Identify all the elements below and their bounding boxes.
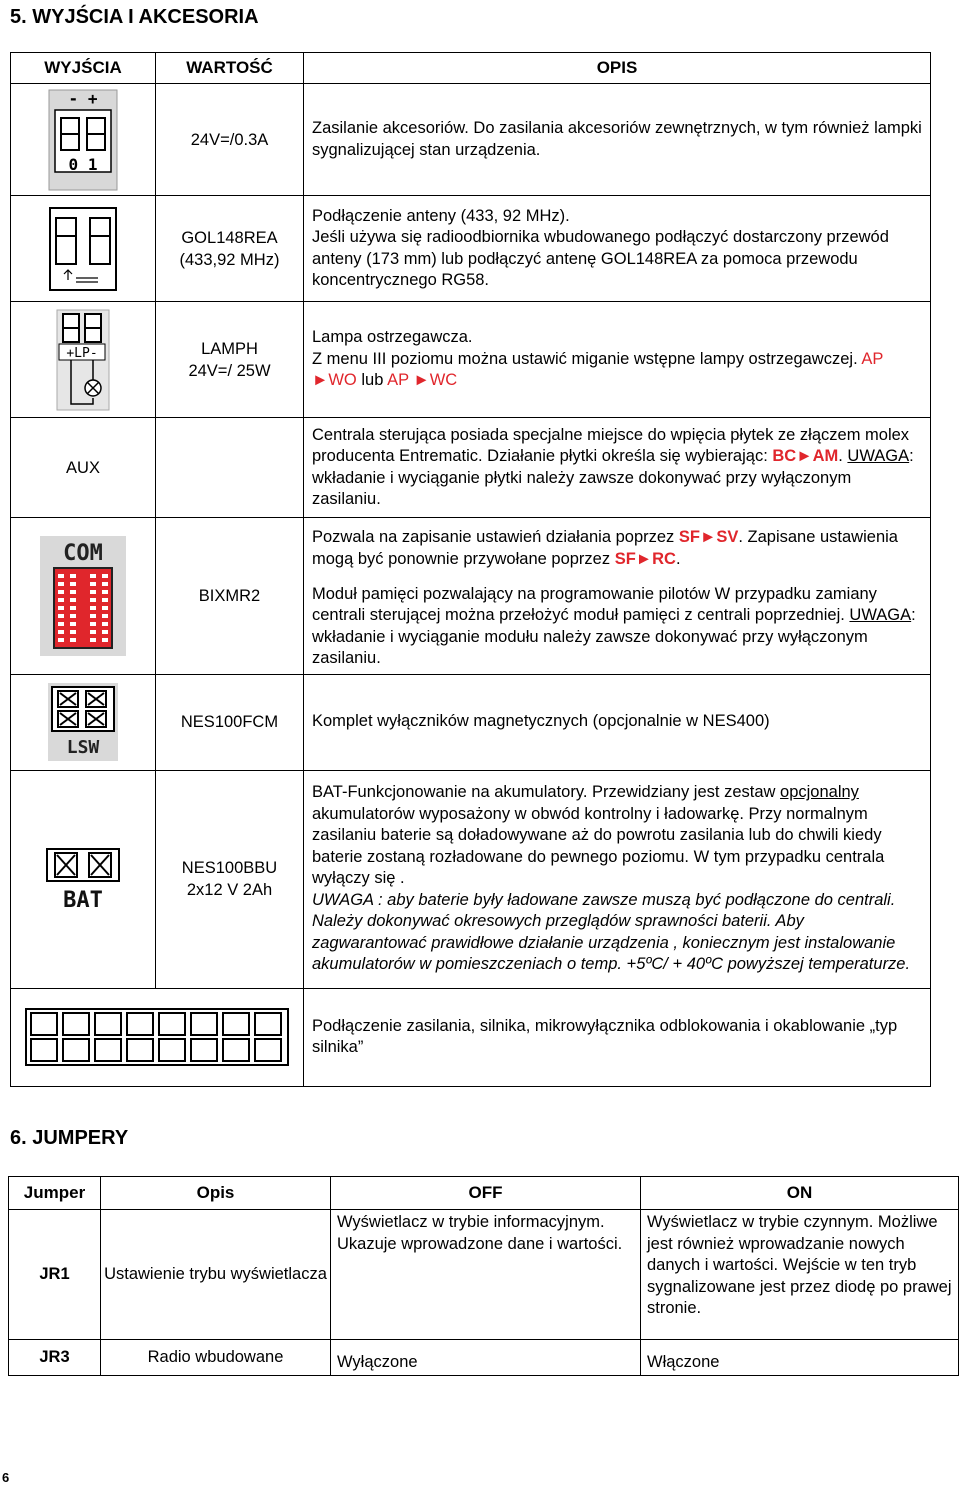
value-line: NES100BBU xyxy=(181,859,278,877)
connector-block-icon xyxy=(25,1008,289,1066)
com-module-cell xyxy=(11,518,156,675)
value-line: (433,92 MHz) xyxy=(179,250,280,269)
value-line: LAMPH xyxy=(201,339,258,358)
lamp-terminal-label: +LP- xyxy=(66,345,98,361)
header-jumper: Jumper xyxy=(9,1177,101,1210)
menu-code-sf: SF xyxy=(678,528,700,547)
table-row xyxy=(11,196,931,302)
description-cell: Podłączenie zasilania, silnika, mikrowyłącznika odblokowania i okablowanie „typ silnika” xyxy=(304,988,931,1086)
value-cell: BIXMR2 xyxy=(156,518,304,675)
power-terminal-cell xyxy=(11,84,156,196)
jumper-off: Wyłączone xyxy=(331,1340,641,1376)
value-line: 2x12 V 2Ah xyxy=(186,881,273,899)
description-cell xyxy=(304,196,931,302)
jumper-on: Wyświetlacz w trybie czynnym. Możliwe jest również wprowadzanie nowych danych i wartości. Wejście w ten tryb sygnalizowane jest przez diodę po prawej stronie. xyxy=(641,1210,959,1340)
table-row xyxy=(11,84,931,196)
value-cell: 24V=/0.3A xyxy=(156,84,304,196)
menu-code-ap: AP xyxy=(387,371,409,390)
aux-label-cell: AUX xyxy=(11,418,156,518)
description-line: Z menu III poziomu można ustawić miganie wstępne lampy ostrzegawczej. xyxy=(312,349,858,368)
section-5-title: 5. WYJŚCIA I AKCESORIA xyxy=(10,6,259,28)
table-row xyxy=(9,1340,959,1376)
header-on: ON xyxy=(641,1177,959,1210)
table-row xyxy=(11,418,931,518)
description-text: BAT-Funkcjonowanie na akumulatory. Przewidziany jest zestaw xyxy=(312,783,776,802)
arrow-right-icon: ► xyxy=(635,549,653,568)
optional-label: opcjonalny xyxy=(780,783,859,802)
warning-lamp-icon xyxy=(55,308,111,412)
connector-text: lub xyxy=(361,371,384,390)
description-cell xyxy=(304,580,931,675)
jumpers-table xyxy=(8,1176,959,1376)
value-cell xyxy=(156,770,304,988)
arrow-right-icon: ► xyxy=(796,447,813,465)
table-row xyxy=(11,674,931,770)
header-off: OFF xyxy=(331,1177,641,1210)
menu-code-wc: WC xyxy=(429,371,458,390)
bat-label: BAT xyxy=(63,888,103,911)
table-row xyxy=(11,988,931,1086)
jumper-id: JR1 xyxy=(9,1210,101,1340)
value-cell xyxy=(156,196,304,302)
menu-code-wo: WO xyxy=(328,371,357,390)
description-text: Pozwala na zapisanie ustawień działania poprzez xyxy=(312,528,675,547)
table-row xyxy=(9,1210,959,1340)
menu-code-ap: AP xyxy=(861,349,884,368)
arrow-right-icon: ► xyxy=(700,528,717,547)
jumper-desc: Ustawienie trybu wyświetlacza xyxy=(101,1210,331,1340)
warning-label: UWAGA xyxy=(849,606,912,624)
page-number: 6 xyxy=(2,1470,10,1485)
value-line: GOL148REA xyxy=(181,228,278,247)
outputs-table xyxy=(10,52,931,1087)
description-cell xyxy=(304,770,931,988)
description-text: Centrala sterująca posiada specjalne miejsce do wpięcia płytek ze złączem molex producenta Entrematic. Działanie płytki określa się wybierając: xyxy=(312,425,910,465)
header-wyjscia: WYJŚCIA xyxy=(11,53,156,84)
terminal-label-bottom: 0 1 xyxy=(68,154,98,174)
menu-code-rc: RC xyxy=(652,549,676,568)
description-line: Jeśli używa się radioodbiornika wbudowanego podłączyć dostarczony przewód anteny (173 mm) lub podłączyć antenę GOL148REA za pomoca przewodu koncentrycznego RG58. xyxy=(312,228,889,289)
description-text: Zapisane ustawienia mogą być ponownie przywołane poprzez xyxy=(312,528,898,568)
description-cell: Centrala sterująca posiada specjalne miejsce do wpięcia płytek ze złączem molex producenta Entrematic. Działanie płytki określa się wybierając: BC►AM. UWAGA: wkładanie i wyciąganie płytki należy zawsze dokonywać przy wyłączonym zasilaniu. xyxy=(304,418,931,518)
value-line: 24V=/ 25W xyxy=(188,361,271,380)
description-line: Lampa ostrzegawcza. xyxy=(312,328,473,347)
battery-warning: UWAGA : aby baterie były ładowane zawsze muszą być podłączone do centrali. Należy dokonywać okresowych przeglądów sprawności baterii. Aby zagwarantować prawidłowe działanie urządzenia , koniecznym jest instalowanie akumulatorów w pomieszczeniach o temp. +5ºC/ + 40ºC powyższej temperaturze. xyxy=(312,890,911,974)
arrow-right-icon: ► xyxy=(312,371,329,390)
description-text: Moduł pamięci pozwalający na programowanie pilotów W przypadku zamiany centrali sterującej można przełożyć moduł pamięci z centrali poprzedniej. xyxy=(312,584,877,624)
value-cell xyxy=(156,302,304,418)
description-text: : wkładanie i wyciąganie płytki należy zawsze dokonywać przy wyłączonym zasilaniu. xyxy=(312,447,914,508)
table-row xyxy=(11,770,931,988)
com-label: COM xyxy=(63,540,103,566)
jumpers-header-row xyxy=(9,1177,959,1210)
menu-code-am: AM xyxy=(812,447,839,465)
value-cell: NES100FCM xyxy=(156,674,304,770)
jumper-desc: Radio wbudowane xyxy=(101,1340,331,1376)
battery-terminal-cell xyxy=(11,770,156,988)
table-row xyxy=(11,518,931,580)
header-opis: Opis xyxy=(101,1177,331,1210)
section-6-title: 6. JUMPERY xyxy=(10,1127,129,1149)
value-cell-empty xyxy=(156,418,304,518)
description-cell: Komplet wyłączników magnetycznych (opcjonalnie w NES400) xyxy=(304,674,931,770)
description-cell: Zasilanie akcesoriów. Do zasilania akcesoriów zewnętrznych, w tym również lampki sygnalizującej stan urządzenia. xyxy=(304,84,931,196)
power-terminal-icon xyxy=(47,88,119,192)
antenna-terminal-icon xyxy=(48,206,118,292)
description-text: akumulatorów wyposażony w obwód kontrolny i ładowarkę. Przy normalnym zasilaniu baterie są doładowywane aż do powrotu zasilania lub do chwili kiedy baterie zostaną rozładowane do pewnego poziomu. W tym przypadku centrala wyłączy się . xyxy=(312,804,885,888)
menu-code-bc: BC xyxy=(772,447,797,465)
battery-icon xyxy=(45,847,121,911)
menu-code-sv: SV xyxy=(716,528,739,547)
jumper-id: JR3 xyxy=(9,1340,101,1376)
outputs-header-row xyxy=(11,53,931,84)
lamp-terminal-cell xyxy=(11,302,156,418)
description-line: Podłączenie anteny (433, 92 MHz). xyxy=(312,206,570,225)
table-row xyxy=(11,302,931,418)
warning-label: UWAGA xyxy=(847,447,910,465)
arrow-right-icon: ► xyxy=(413,371,430,390)
description-cell: Pozwala na zapisanie ustawień działania poprzez SF►SV. Zapisane ustawienia mogą być ponownie przywołane poprzez SF►RC. xyxy=(304,518,931,580)
description-cell xyxy=(304,302,931,418)
header-wartosc: WARTOŚĆ xyxy=(156,53,304,84)
limit-switch-icon xyxy=(48,683,118,761)
antenna-terminal-cell xyxy=(11,196,156,302)
lsw-terminal-cell xyxy=(11,674,156,770)
header-opis: OPIS xyxy=(304,53,931,84)
memory-module-icon xyxy=(40,536,126,656)
description-text: : wkładanie i wyciąganie modułu należy zawsze dokonywać przy wyłączonym zasilaniu. xyxy=(312,606,916,667)
lsw-label: LSW xyxy=(66,737,100,758)
menu-code-sf: SF xyxy=(614,549,636,568)
jumper-on: Włączone xyxy=(641,1340,959,1376)
connector-cell xyxy=(11,988,304,1086)
jumper-off: Wyświetlacz w trybie informacyjnym. Ukazuje wprowadzone dane i wartości. xyxy=(331,1210,641,1340)
terminal-label-top: - + xyxy=(68,88,98,108)
